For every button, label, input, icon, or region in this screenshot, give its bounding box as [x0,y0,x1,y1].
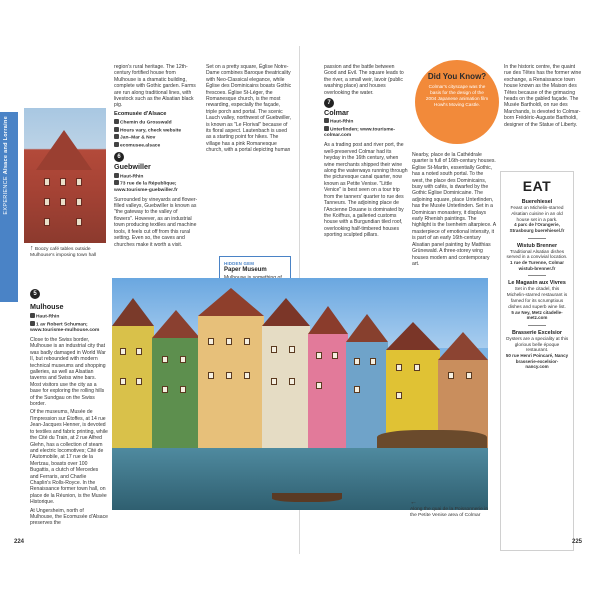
side-tab-section: Alsace and Lorraine [3,116,9,175]
info-icon [30,321,35,326]
entry-info: Haut-Rhin Unterlinden; www.tourisme-colmar.com [324,119,396,139]
entry-title: Colmar [324,108,349,118]
box-kicker: HIDDEN GEM [224,261,255,266]
paragraph: At Ungersheim, north of Mulhouse, the Ecomusée d'Alsace preserves the [30,507,108,527]
column-3 [206,64,292,156]
pano-caption: ← Along the quai de la Poissonnerie in the Petite Venise area of Colmar [410,499,489,518]
eat-item: Buerehiesel Feast on Michelin-starred Alsatian cuisine in an old house set in a park. 4 parc de l'Orangerie, Strasbourg buerehiesel.fr [509,199,565,233]
eat-box [500,171,574,551]
web-icon [114,142,119,147]
mulhouse-entry [30,282,108,529]
box-title: Paper Museum [224,267,267,273]
did-you-know-badge [415,60,499,144]
eat-heading: EAT [522,178,552,194]
map-pin-icon [324,118,329,123]
did-you-know-body: Colmar's cityscape was the basis for the design of the 2004 Japanese animation film Howl's Moving Castle. [425,84,489,107]
entry-number: 5 [30,289,40,299]
eat-item: Wistub Brenner Traditional Alsatian dishes served in a convivial location. 1 rue de Turenne, Colmar wistub-brenner.fr [506,242,568,271]
did-you-know-title: Did You Know? [427,72,487,81]
entry-title: Mulhouse [30,302,64,311]
map-pin-icon [114,173,119,178]
column-2 [412,152,496,269]
column-1 [324,64,408,241]
eat-item: Brasserie Excelsior Oysters are a speciality at this glorious belle époque restaurant. 50 rue Henri Poincaré, Nancy brasserie-excelsior-nancy.com [505,329,569,370]
side-tab-prefix: EXPERIENCE [3,176,9,215]
paragraph: As a trading post and river port, the well-preserved Colmar had its heyday in the 16th century, when wine merchants shipped their wine along the waterways running through the picturesque canal quarter, now known as Petite Venise. "Little Venice" is best seen on a tour trip from the tanners' quarter to rue des Tanneurs. The adjoining place de l'Ancienne Douane is dominated by the Koïfhus, a galleried customs house with a Burgundian tiled roof, overlooking half-timbered houses sporting sculpted pillars. [324,142,408,239]
ecomusee-info: Chemin du Grosswald Hours vary, check website Jan–Mar & Nov ecomusee.alsace [114,119,198,149]
info-icon [324,126,329,131]
paragraph: In the historic centre, the quaint rue des Têtes has the former wine exchange, a Renaissance town house known as the Maison des Têtes because of the grimacing heads on the gabled façade. The Musée Bartholdi, on rue des Marchands, is devoted to Colmar-born Frédéric-Auguste Bartholdi, designer of the Statue of Liberty. [504,64,582,128]
ecomusee-name: Ecomusée d'Alsace [114,110,167,117]
eat-item: Le Magasin aux Vivres Set in the citadel, this Michelin-starred restaurant is famed for its scrumptious dishes and superb wine list. 5 av Ney, Metz citadelle-metz.com [506,280,568,321]
town-hall-photo [24,108,106,243]
entry-info: Haut-Rhin 1 av Robert Schuman; www.tourisme-mulhouse.com [30,314,100,333]
map-pin-icon [114,119,119,124]
info-icon [114,180,119,185]
paragraph: Surrounded by vineyards and flower-filled valleys, Guebwiller is known as "the gateway to the valley of flowers". However, as an industrial town producing textiles and machine tools, it feels cut off from this rural setting. Even so, the caves and churches make it worth a visit. [114,196,198,248]
paragraph: region's rural heritage. The 12th-century fortified house from Mulhouse is a dramatic building, complete with Gothic garden. Farms are run along traditional lines, with livestock such as the Alsatian black pig. [114,64,196,109]
arrow-left-icon: ← [410,499,417,506]
column-2 [114,64,198,250]
paragraph: Of the museums, Musée de l'Impression sur Étoffes, at 14 rue Jean-Jacques Henner, is devoted to textiles and fabric printing, while the Cité du Train, at 2 rue Alfred Glehn, has a collection of steam and electric locomotives; Cité de l'Automobile, at 17 rue de la Mertzau, boasts over 100 Bugattis, a clutch of Mercedes and Ferraris, and Charlie Chaplin's Rolls-Royce. In the Renaissance former town hall, on place de la Réunion, is the Musée Historique. [30,409,108,506]
paragraph: Set on a pretty square, Église Notre-Dame combines Baroque theatricality with Neo-Classical elegance, while Église des Dominicains boasts Gothic frescoes. Église St-Léger, the Romanesque church, is the most rewarding, especially the façade, triple porch and portal. The scenic Lauch valley, northwest of Guebwiller, is known as "Le Florival" because of its floral aspect. Lautenbach is used as a starting point for hikes. The village has a pink Romanesque church, with a portal depicting human [206,64,292,154]
section-side-tab [0,112,18,302]
page-number-right: 225 [572,539,583,545]
page-number-left: 224 [14,539,25,545]
colmar-canal-photo [112,278,488,510]
paragraph: passion and the battle between Good and Evil. The square leads to the river, a small weir, lavoir (public washing place) and houses overlooking the water. [324,64,404,96]
entry-number: 7 [324,98,334,108]
clock-icon [114,127,119,132]
entry-info: Haut-Rhin 73 rue de la République; www.tourisme-guebwiller.fr [114,174,178,193]
photo-caption: ↑ Boozy café tables outside Mulhouse's imposing town hall [30,245,97,258]
map-pin-icon [30,313,35,318]
paragraph: Nearby, place de la Cathédrale quarter is full of 16th-century houses. Église St-Martin, essentially Gothic, has a noted south portal. To the west, the place des Dominicains, busy with cafés, is dwarfed by the Gothic Église Dominicaine. The adjoining square, place Unterlinden, has the Musée Unterlinden. Set in a Dominican monastery, it displays early Rhenish paintings. The highlight is the Isenheim altarpiece. A masterpiece of emotional intensity, it is part of an early 16th-century Alsatian panel painting by Matthias Grünewald. A three-storey wing houses modern and contemporary art. [412,152,496,267]
arrow-up-icon: ↑ [30,245,34,252]
closed-icon [114,134,119,139]
entry-number: 6 [114,152,124,162]
entry-title: Guebwiller [114,162,151,172]
paragraph: Close to the Swiss border, Mulhouse is an industrial city that was badly damaged in World War II, but rebounded with modern technical museums and shopping galleries, as well as Alsatian taverns and Swiss wine bars. Most visitors use the city as a base for exploring the rolling hills of the Sundgau on the Swiss border. [30,337,106,408]
column-3 [504,64,582,130]
